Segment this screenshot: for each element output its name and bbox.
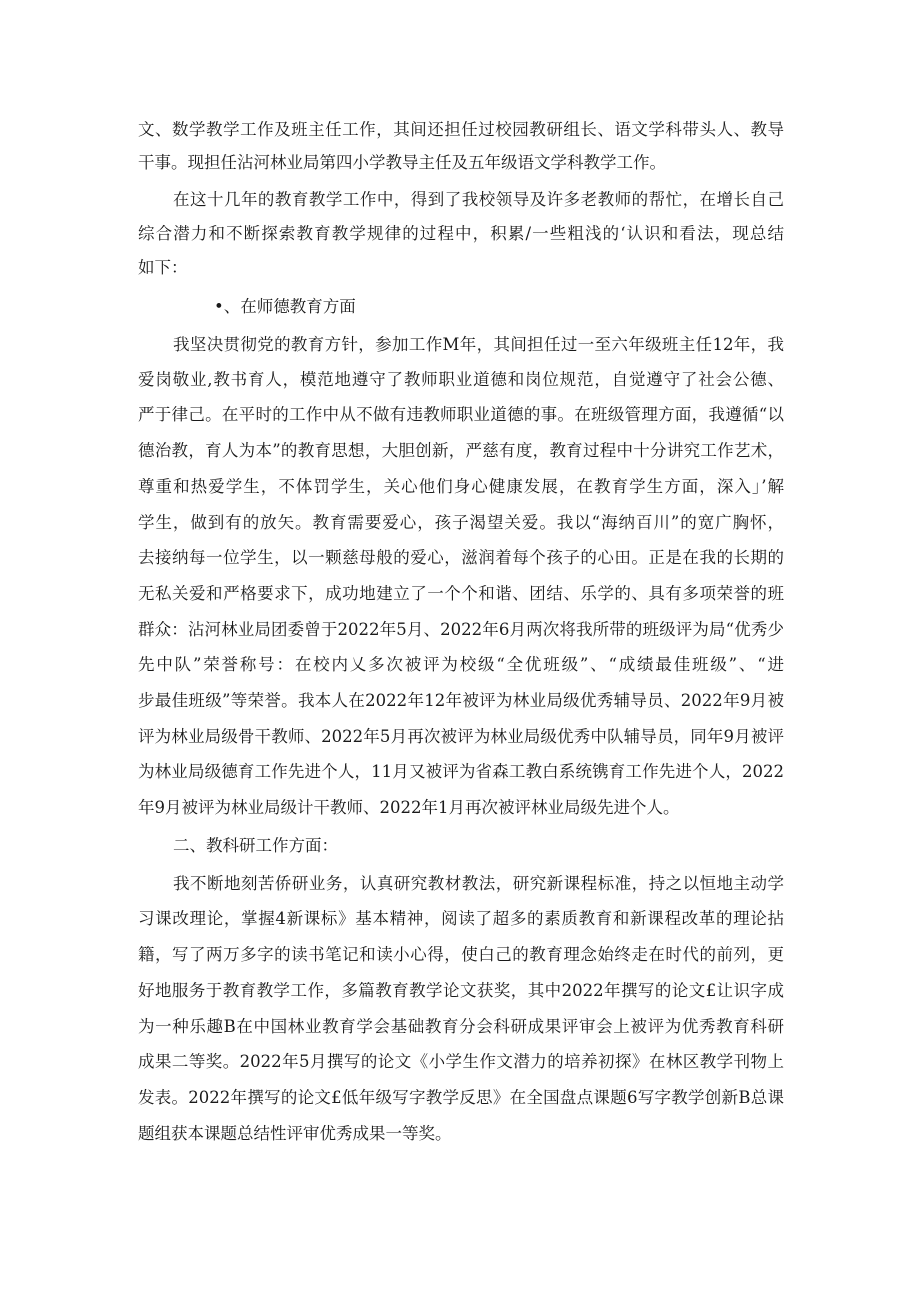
paragraph-line: 步最佳班级”等荣誉。我本人在2022年12年被评为林业局级优秀辅导员、2022年9月被 xyxy=(138,691,784,710)
paragraph-line: 综合潜力和不断探索教育教学规律的过程中，积累/一些粗浅的‘认识和看法，现总结 xyxy=(138,224,784,243)
paragraph-line: 如下： xyxy=(138,258,188,277)
paragraph-line: 严于律己。在平时的工作中从不做有违教师职业道德的事。在班级管理方面，我遵循“以 xyxy=(138,405,784,424)
paragraph-line: 先中队”荣誉称号：在校内乂多次被评为校级“全优班级”、“成绩最佳班级”、“进 xyxy=(138,655,784,674)
paragraph-line: 年9月被评为林业局级计干教师、2022年1月再次被评林业局级先进个人。 xyxy=(138,798,680,817)
paragraph-line: 我不断地刻苦侨研业务，认真研究教材教法，研究新课程标准，持之以恒地主动学 xyxy=(173,874,784,893)
paragraph-line: 尊重和热爱学生，不体罚学生，关心他们身心健康发展，在教育学生方面，深入」’解 xyxy=(138,477,784,496)
paragraph-line: 为一种乐趣B在中国林业教育学会基础教育分会科研成果评审会上被评为优秀教育科研 xyxy=(138,1017,784,1036)
section-heading: 二、教科研工作方面： xyxy=(173,836,338,855)
paragraph-line: 干事。现担任沾河林业局第四小学教导主任及五年级语文学科教学工作。 xyxy=(138,153,666,172)
paragraph-line: 好地服务于教育教学工作，多篇教育教学论文获奖，其中2022年撰写的论文£让识字成 xyxy=(138,981,784,1000)
paragraph-line: 题组获本课题总结性评审优秀成果一等奖。 xyxy=(138,1124,452,1143)
section-heading: •、在师德教育方面 xyxy=(214,297,356,316)
paragraph-line: 发表。2022年撰写的论文£低年级写字教学反思》在全国盘点课题6写字教学创新B总课 xyxy=(138,1088,784,1107)
paragraph-line: 成果二等奖。2022年5月撰写的论文《小学生作文潜力的培养初探》在林区教学刊物上 xyxy=(138,1052,784,1071)
paragraph-line: 我坚决贯彻党的教育方针，参加工作M年，其间担任过一至六年级班主任12年，我 xyxy=(173,335,784,354)
paragraph-line: 在这十几年的教育教学工作中，得到了我校领导及许多老教师的帮忙，在增长自己 xyxy=(173,190,784,209)
paragraph-line: 为林业局级德育工作先进个人，11月又被评为省森工教白系统镌育工作先进个人，2022 xyxy=(138,762,784,781)
paragraph-line: 文、数学教学工作及班主任工作，其间还担任过校园教研组长、语文学科带头人、教导 xyxy=(138,120,784,139)
paragraph-line: 德治教，育人为本”的教育思想，大胆创新，严慈有度，教育过程中十分讲究工作艺术， xyxy=(138,441,784,460)
paragraph-line: 无私关爱和严格要求下，成功地建立了一个个和谐、团结、乐学的、具有多项荣誉的班 xyxy=(138,584,784,603)
paragraph-line: 群众：沾河林业局团委曾于2022年5月、2022年6月两次将我所带的班级评为局“优秀少 xyxy=(138,620,784,639)
paragraph-line: 学生，做到有的放矢。教育需要爱心，孩子渴望关爱。我以“海纳百川”的宽广胸怀， xyxy=(138,513,784,532)
paragraph-line: 爱岗敬业,教书育人，模范地遵守了教师职业道德和岗位规范，自觉遵守了社会公德、 xyxy=(138,370,784,389)
paragraph-line: 籍，写了两万多字的读书笔记和读小心得，使白己的教育理念始终走在时代的前列，更 xyxy=(138,945,784,964)
paragraph-line: 习课改理论，掌握4新课标》基本精神，阅读了超多的素质教育和新课程改革的理论拈 xyxy=(138,909,784,928)
paragraph-line: 评为林业局级骨干教师、2022年5月再次被评为林业局级优秀中队辅导员，同年9月被评 xyxy=(138,727,784,746)
paragraph-line: 去接纳每一位学生，以一颗慈母般的爱心，滋润着每个孩子的心田。正是在我的长期的 xyxy=(138,548,784,567)
